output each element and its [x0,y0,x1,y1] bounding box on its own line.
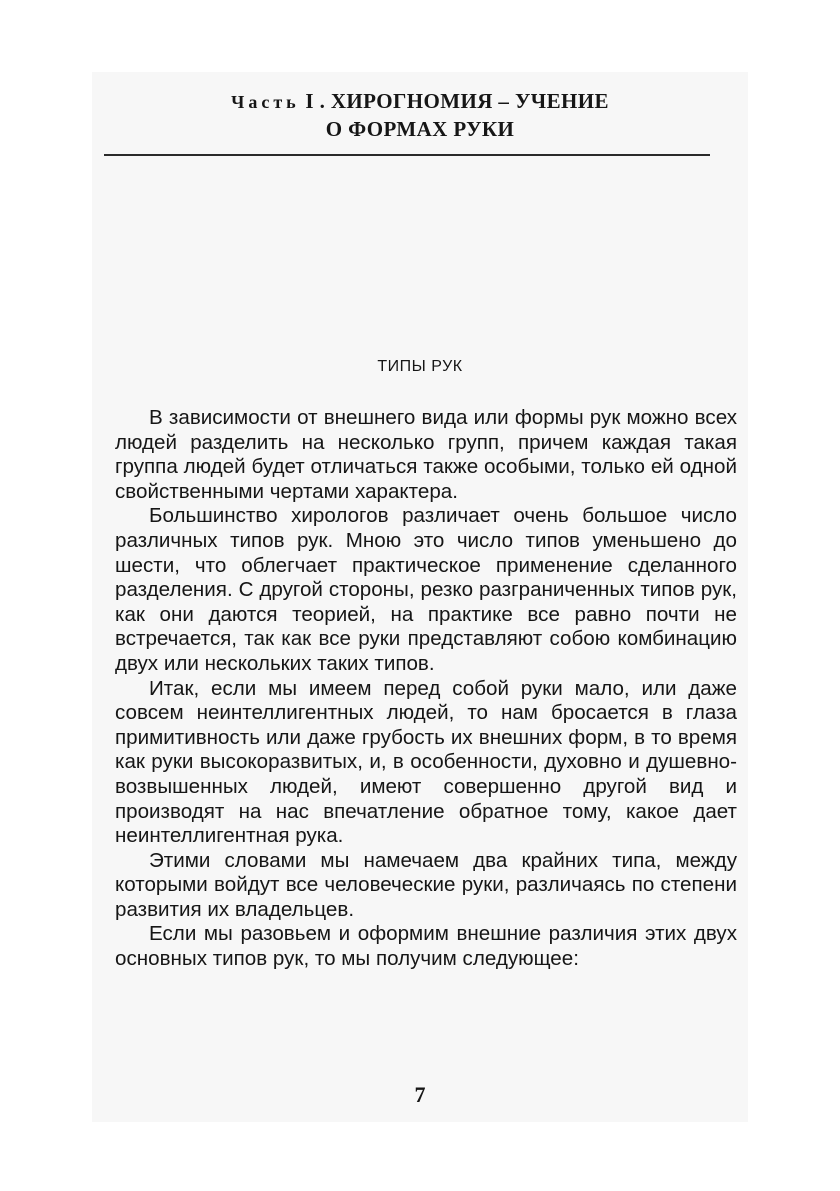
paragraph: Итак, если мы имеем перед собой руки мало, или даже совсем неинтеллигентных людей, то нам бросается в глаза примитивность или даже грубость их внешних форм, в то время как руки высокоразвитых, и, в особенности, духовно и душевно-возвышенных людей, имеют совершенно другой вид и производят на нас впечатление обратное тому, какое дает неинтеллигентная рука. [115,676,737,848]
body-text [115,406,737,972]
section-title: ТИПЫ РУК [377,358,463,375]
page-number: 7 [414,1082,426,1107]
part-word: Часть [231,92,300,112]
paragraph: Если мы разовьем и оформим внешние различия этих двух основных типов рук, то мы получим следующее: [115,922,737,971]
paragraph: Большинство хирологов различает очень большое число различных типов рук. Мною это число типов уменьшено до шести, что облегчает практическое применение сделанного разделения. С другой стороны, резко разграниченных типов рук, как они даются теорией, на практике все равно почти не встречается, так как все руки представляют собою комбинацию двух или нескольких таких типов. [115,504,737,675]
paragraph: В зависимости от внешнего вида или формы рук можно всех людей разделить на несколько групп, причем каждая такая группа людей будет отличаться также особыми, только ей одной свойственными чертами характера. [115,406,737,503]
chapter-heading-line-1 [100,88,740,116]
header-rule [104,154,710,156]
chapter-heading-line-2: О ФОРМАХ РУКИ [325,117,515,141]
part-title: I . ХИРОГНОМИЯ – УЧЕНИЕ [305,89,609,113]
paragraph: Этими словами мы намечаем два крайних типа, между которыми войдут все человеческие руки, различаясь по степени развития их владельцев. [115,848,737,921]
chapter-heading [100,88,740,143]
